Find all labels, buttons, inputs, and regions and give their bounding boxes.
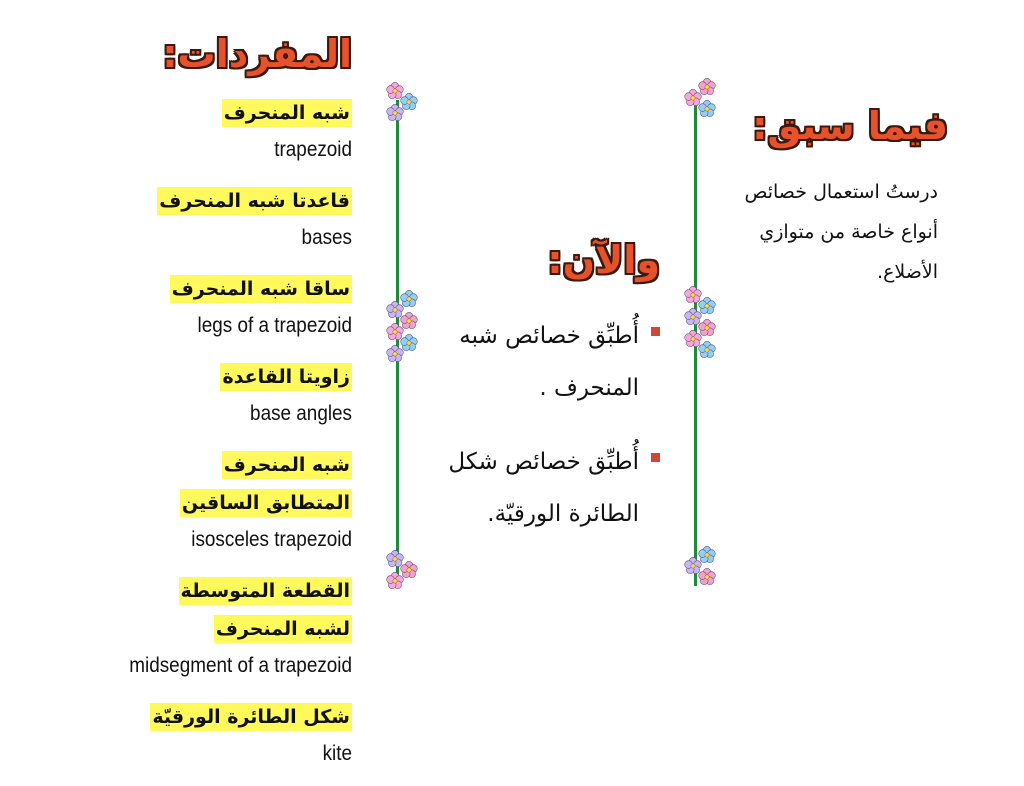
term-english: base angles [250,402,352,425]
term-arabic-line [52,94,352,132]
vocabulary-item [52,94,352,168]
square-bullet-icon [651,453,660,462]
term-english: legs of a trapezoid [197,314,352,337]
term-arabic-line [52,610,352,648]
flower-icon [386,104,404,122]
now-objectives-list [420,310,660,562]
vocabulary-item [52,270,352,344]
term-arabic-line [52,182,352,220]
term-english: bases [301,226,352,249]
term-arabic-line [52,572,352,610]
flower-icon [698,100,716,118]
previous-knowledge-text: درستُ استعمال خصائص أنواع خاصة من متوازي الأضلاع. [744,181,938,283]
term-arabic: ساقا شبه المنحرف [170,275,352,303]
vocabulary-item [52,446,352,558]
term-arabic: زاويتا القاعدة [220,363,352,391]
term-arabic: لشبه المنحرف [214,615,352,643]
flower-icon [386,345,404,363]
term-arabic: شبه المنحرف [222,451,352,479]
vocabulary-item [52,182,352,256]
term-arabic: شبه المنحرف [222,99,352,127]
square-bullet-icon [651,327,660,336]
vocabulary-item [52,698,352,772]
vocabulary-list [52,94,352,786]
flower-icon [386,572,404,590]
objective-item [420,310,660,414]
term-arabic-line [52,446,352,484]
term-english: trapezoid [274,138,352,161]
term-arabic-line [52,270,352,308]
objective-text: أُطبِّق خصائص شبه المنحرف . [459,323,639,401]
term-arabic: القطعة المتوسطة [179,577,352,605]
objective-item [420,436,660,540]
term-arabic: شكل الطائرة الورقيّة [150,703,352,731]
vocabulary-heading: المفردات: [162,32,352,76]
term-english: midsegment of a trapezoid [129,654,352,677]
flower-icon [698,568,716,586]
term-arabic-line [52,698,352,736]
previous-heading: فيما سبق: [752,104,948,148]
vocabulary-item [52,572,352,684]
objective-text: أُطبِّق خصائص شكل الطائرة الورقيّة. [448,449,639,527]
now-heading: والآن: [547,238,660,282]
term-arabic-line [52,484,352,522]
divider-line-left [396,100,399,586]
term-english: isosceles trapezoid [191,528,352,551]
term-english: kite [322,742,352,765]
flower-icon [698,341,716,359]
term-arabic: المتطابق الساقين [180,489,352,517]
term-arabic: قاعدتا شبه المنحرف [157,187,352,215]
term-arabic-line [52,358,352,396]
vocabulary-item [52,358,352,432]
